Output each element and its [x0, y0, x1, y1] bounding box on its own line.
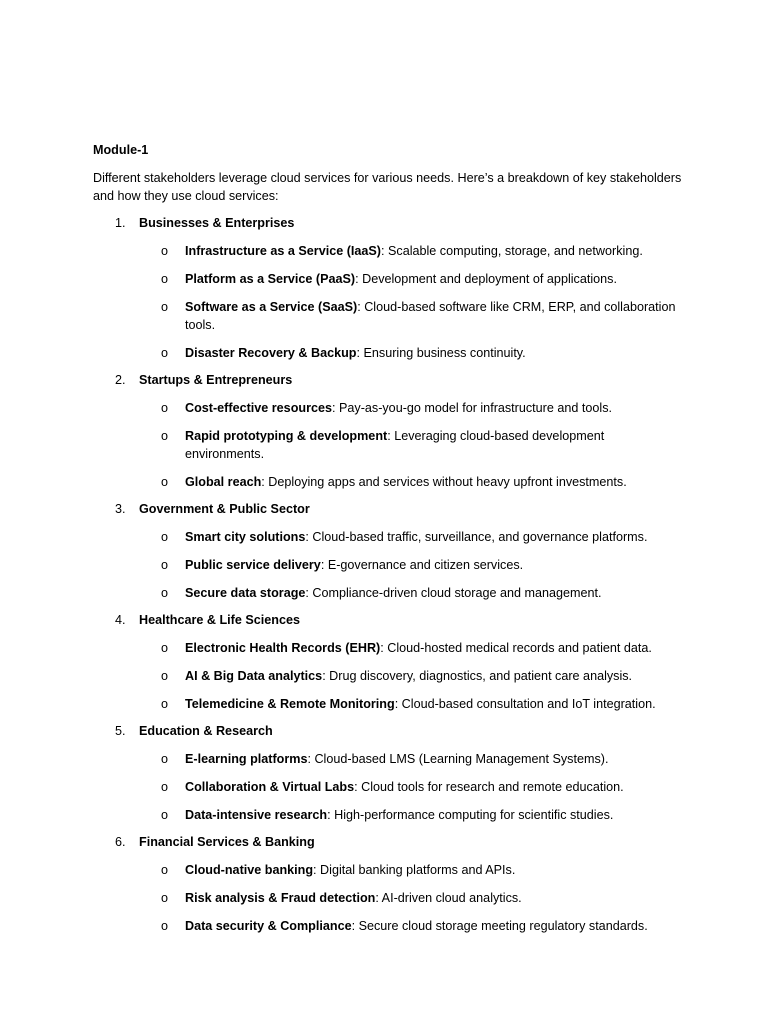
item-term: Data-intensive research [185, 808, 328, 822]
item-description: : Drug discovery, diagnostics, and patient care analysis. [322, 669, 633, 683]
section-number: 4. [115, 613, 126, 627]
item-term: Platform as a Service (PaaS) [185, 272, 356, 286]
item-description: : Cloud-based LMS (Learning Management Systems). [307, 752, 609, 766]
section-number: 6. [115, 835, 126, 849]
list-item [93, 298, 683, 334]
item-description: : AI-driven cloud analytics. [375, 891, 522, 905]
list-item [93, 270, 683, 288]
stakeholder-section [93, 501, 683, 602]
section-title-row [93, 215, 683, 232]
item-description: : Ensuring business continuity. [356, 346, 526, 360]
list-item [93, 750, 683, 768]
bullet-icon: o [161, 669, 169, 683]
list-item [93, 473, 683, 491]
section-item-list [93, 861, 683, 935]
item-description: : Cloud-based traffic, surveillance, and governance platforms. [305, 530, 648, 544]
list-item [93, 399, 683, 417]
section-number: 5. [115, 724, 126, 738]
item-description: : High-performance computing for scientific studies. [327, 808, 614, 822]
section-title-row [93, 612, 683, 629]
bullet-icon: o [161, 530, 169, 544]
item-term: Public service delivery [185, 558, 321, 572]
bullet-icon: o [161, 641, 169, 655]
list-item [93, 556, 683, 574]
section-title: Healthcare & Life Sciences [139, 613, 300, 627]
section-item-list [93, 528, 683, 602]
section-item-list [93, 750, 683, 824]
section-title: Startups & Entrepreneurs [139, 373, 293, 387]
item-term: Data security & Compliance [185, 919, 352, 933]
section-number: 2. [115, 373, 126, 387]
bullet-icon: o [161, 808, 169, 822]
item-term: Cost-effective resources [185, 401, 332, 415]
list-item [93, 778, 683, 796]
list-item [93, 427, 683, 463]
bullet-icon: o [161, 401, 169, 415]
item-description: : Compliance-driven cloud storage and management. [305, 586, 602, 600]
section-item-list [93, 242, 683, 362]
document-page [93, 142, 683, 945]
list-item [93, 889, 683, 907]
section-number: 3. [115, 502, 126, 516]
section-title: Financial Services & Banking [139, 835, 315, 849]
stakeholder-section [93, 834, 683, 935]
section-title-row [93, 501, 683, 518]
item-description: : Cloud-based consultation and IoT integration. [394, 697, 656, 711]
bullet-icon: o [161, 558, 169, 572]
item-term: Collaboration & Virtual Labs [185, 780, 355, 794]
item-term: Telemedicine & Remote Monitoring [185, 697, 395, 711]
bullet-icon: o [161, 429, 169, 443]
item-term: Risk analysis & Fraud detection [185, 891, 376, 905]
item-description: : Development and deployment of applications. [355, 272, 617, 286]
section-title: Government & Public Sector [139, 502, 310, 516]
section-number: 1. [115, 216, 126, 230]
item-description: : Cloud-hosted medical records and patient data. [380, 641, 652, 655]
item-description: : Deploying apps and services without heavy upfront investments. [261, 475, 627, 489]
section-title-row [93, 834, 683, 851]
bullet-icon: o [161, 244, 169, 258]
list-item [93, 242, 683, 260]
list-item [93, 584, 683, 602]
stakeholder-section [93, 612, 683, 713]
stakeholder-section [93, 372, 683, 491]
bullet-icon: o [161, 863, 169, 877]
bullet-icon: o [161, 475, 169, 489]
bullet-icon: o [161, 780, 169, 794]
item-description: : Cloud tools for research and remote education. [354, 780, 624, 794]
section-item-list [93, 399, 683, 491]
bullet-icon: o [161, 697, 169, 711]
bullet-icon: o [161, 300, 169, 314]
list-item [93, 806, 683, 824]
item-term: Infrastructure as a Service (IaaS) [185, 244, 381, 258]
item-term: E-learning platforms [185, 752, 308, 766]
section-title-row [93, 723, 683, 740]
section-title: Businesses & Enterprises [139, 216, 295, 230]
item-term: Software as a Service (SaaS) [185, 300, 358, 314]
item-description: : Digital banking platforms and APIs. [313, 863, 516, 877]
item-term: Smart city solutions [185, 530, 306, 544]
intro-paragraph: Different stakeholders leverage cloud services for various needs. Here’s a breakdown of key stakeholders and how they use cloud services: [93, 171, 682, 203]
item-term: Global reach [185, 475, 262, 489]
bullet-icon: o [161, 891, 169, 905]
bullet-icon: o [161, 919, 169, 933]
stakeholder-list [93, 215, 683, 935]
module-heading: Module-1 [93, 143, 149, 157]
list-item [93, 861, 683, 879]
section-title: Education & Research [139, 724, 273, 738]
list-item [93, 667, 683, 685]
stakeholder-section [93, 723, 683, 824]
bullet-icon: o [161, 346, 169, 360]
section-item-list [93, 639, 683, 713]
section-title-row [93, 372, 683, 389]
item-term: Rapid prototyping & development [185, 429, 388, 443]
list-item [93, 344, 683, 362]
list-item [93, 528, 683, 546]
item-description: : Leveraging cloud-based development environments. [185, 429, 605, 461]
list-item [93, 917, 683, 935]
item-term: AI & Big Data analytics [185, 669, 323, 683]
item-description: : Scalable computing, storage, and networking. [381, 244, 643, 258]
list-item [93, 639, 683, 657]
stakeholder-section [93, 215, 683, 362]
bullet-icon: o [161, 752, 169, 766]
bullet-icon: o [161, 272, 169, 286]
item-description: : Pay-as-you-go model for infrastructure and tools. [332, 401, 612, 415]
bullet-icon: o [161, 586, 169, 600]
item-description: : Secure cloud storage meeting regulatory standards. [351, 919, 648, 933]
item-term: Disaster Recovery & Backup [185, 346, 357, 360]
item-term: Electronic Health Records (EHR) [185, 641, 381, 655]
item-description: : E-governance and citizen services. [320, 558, 524, 572]
item-term: Cloud-native banking [185, 863, 314, 877]
item-term: Secure data storage [185, 586, 306, 600]
list-item [93, 695, 683, 713]
item-description: : Cloud-based software like CRM, ERP, and collaboration tools. [185, 300, 676, 332]
